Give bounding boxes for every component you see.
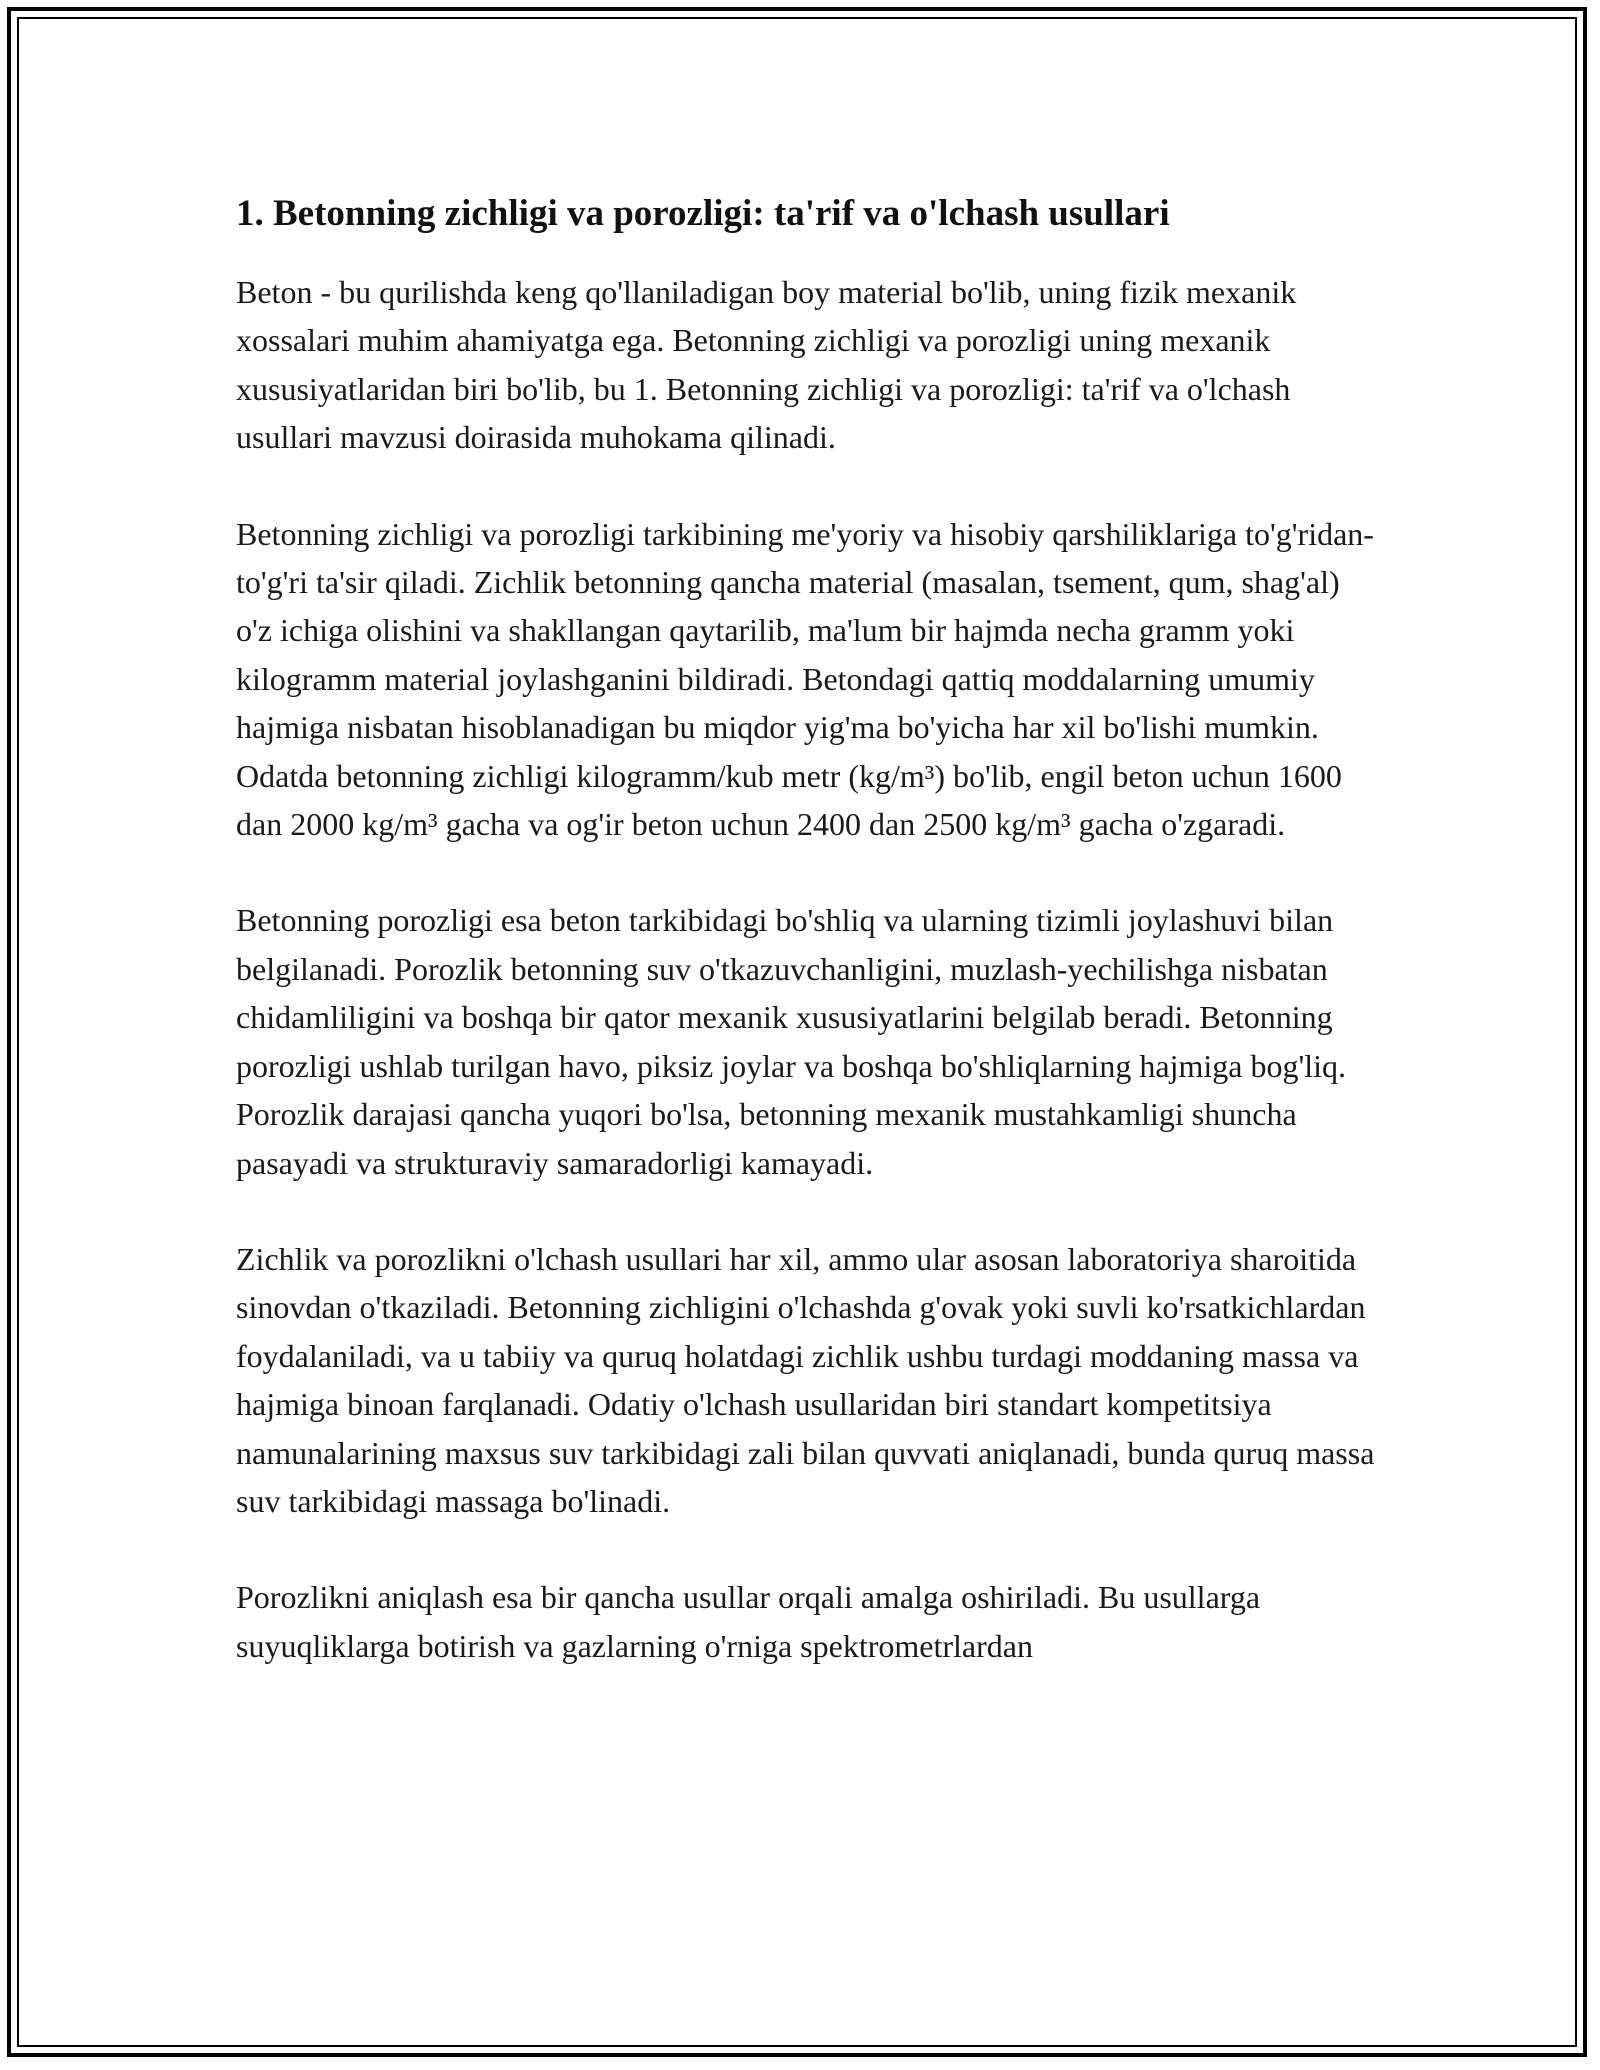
paragraph-density: Betonning zichligi va porozligi tarkibining me'yoriy va hisobiy qarshiliklariga to'g'ridan-to'g'ri ta'sir qiladi. Zichlik betonning qancha material (masalan, tsement, qum, shag'al) o'z ichiga olishini va shakllangan qaytarilib, ma'lum bir hajmda necha gramm yoki kilogramm material joylashganini bildiradi. Betondagi qattiq moddalarning umumiy hajmiga nisbatan hisoblanadigan bu miqdor yig'ma bo'yicha har xil bo'lishi mumkin. Odatda betonning zichligi kilogramm/kub metr (kg/m³) bo'lib, engil beton uchun 1600 dan 2000 kg/m³ gacha va og'ir beton uchun 2400 dan 2500 kg/m³ gacha o'zgaradi. (236, 515, 1374, 843)
paragraph-porosity-methods: Porozlikni aniqlash esa bir qancha usullar orqali amalga oshiriladi. Bu usullarga suyuqliklarga botirish va gazlarning o'rniga spektrometrlardan (236, 1579, 1261, 1664)
document-page (236, 186, 1376, 1718)
paragraph-intro: Beton - bu qurilishda keng qo'llaniladigan boy material bo'lib, uning fizik mexanik xossalari muhim ahamiyatga ega. Betonning zichligi va porozligi uning mexanik xususiyatlaridan biri bo'lib, bu 1. Betonning zichligi va porozligi: ta'rif va o'lchash usullari mavzusi doirasida muhokama qilinadi. (236, 274, 1297, 456)
paragraph-porosity: Betonning porozligi esa beton tarkibidagi bo'shliq va ularning tizimli joylashuvi bilan belgilanadi. Porozlik betonning suv o'tkazuvchanligini, muzlash-yechilishga nisbatan chidamliligini va boshqa bir qator mexanik xususiyatlarini belgilab beradi. Betonning porozligi ushlab turilgan havo, piksiz joylar va boshqa bo'shliqlarning hajmiga bog'liq. Porozlik darajasi qancha yuqori bo'lsa, betonning mexanik mustahkamligi shuncha pasayadi va strukturaviy samaradorligi kamayadi. (236, 902, 1347, 1181)
document-title: 1. Betonning zichligi va porozligi: ta'rif va o'lchash usullari (236, 193, 1170, 234)
paragraph-measurement: Zichlik va porozlikni o'lchash usullari har xil, ammo ular asosan laboratoriya sharoitida sinovdan o'tkaziladi. Betonning zichligini o'lchashda g'ovak yoki suvli ko'rsatkichlardan foydalaniladi, va u tabiiy va quruq holatdagi zichlik ushbu turdagi moddaning massa va hajmiga binoan farqlanadi. Odatiy o'lchash usullaridan biri standart kompetitsiya namunalarining maxsus suv tarkibidagi zali bilan quvvati aniqlanadi, bunda quruq massa suv tarkibidagi massaga bo'linadi. (236, 1240, 1375, 1519)
